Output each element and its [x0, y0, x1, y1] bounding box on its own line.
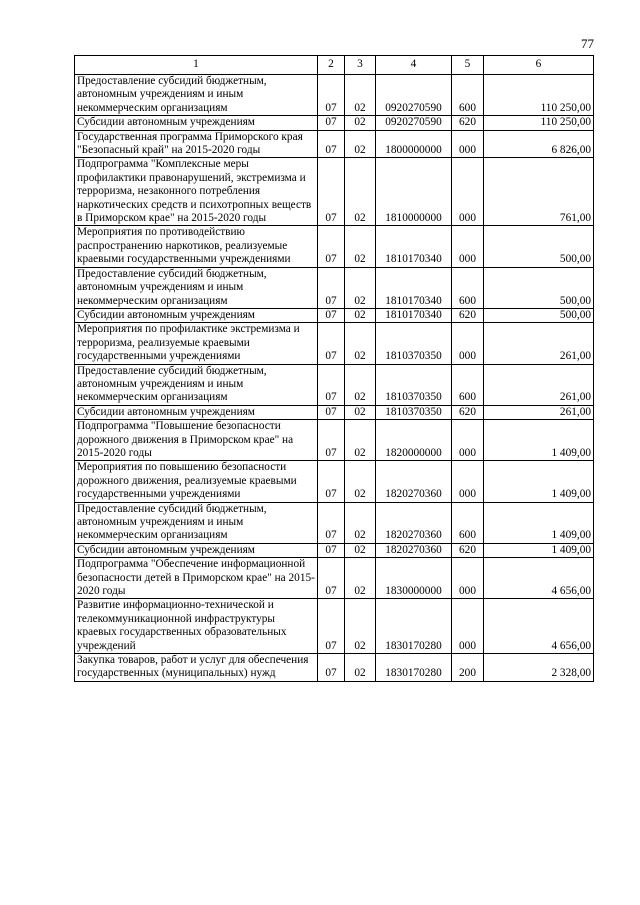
amount-cell: 261,00 — [484, 364, 594, 405]
row-name-cell: Развитие информационно-технической и телекоммуникационной инфраструктуры краевых государственных образовательных учреждений — [75, 599, 318, 654]
table-row — [75, 226, 594, 267]
amount-cell: 4 656,00 — [484, 599, 594, 654]
row-name-cell: Мероприятия по противодействию распространению наркотиков, реализуемые краевыми государственными учреждениями — [75, 226, 318, 267]
row-name-cell: Подпрограмма "Повышение безопасности дорожного движения в Приморском крае" на 2015-2020 годы — [75, 420, 318, 461]
amount-cell: 1 409,00 — [484, 461, 594, 502]
row-name-cell: Предоставление субсидий бюджетным, автономным учреждениям и иным некоммерческим организациям — [75, 75, 318, 116]
table-row — [75, 654, 594, 682]
amount-cell: 761,00 — [484, 158, 594, 226]
section-code-cell: 07 — [318, 543, 345, 557]
section-code-cell: 07 — [318, 267, 345, 308]
target-article-cell: 1820270360 — [376, 543, 452, 557]
amount-cell: 261,00 — [484, 405, 594, 419]
section-code-cell: 07 — [318, 116, 345, 130]
expense-type-cell: 000 — [452, 323, 484, 364]
target-article-cell: 1820000000 — [376, 420, 452, 461]
row-name-cell: Мероприятия по повышению безопасности дорожного движения, реализуемые краевыми государственными учреждениями — [75, 461, 318, 502]
row-name-cell: Предоставление субсидий бюджетным, автономным учреждениям и иным некоммерческим организациям — [75, 502, 318, 543]
page-number: 77 — [581, 36, 594, 51]
table-row — [75, 308, 594, 322]
target-article-cell: 1820270360 — [376, 502, 452, 543]
row-name-cell: Подпрограмма "Комплексные меры профилактики правонарушений, экстремизма и терроризма, незаконного потребления наркотических средств и психотропных веществ в Приморском крае" на 2015-2020 годы — [75, 158, 318, 226]
expense-type-cell: 620 — [452, 405, 484, 419]
table-row — [75, 599, 594, 654]
target-article-cell: 1830170280 — [376, 599, 452, 654]
target-article-cell: 1810370350 — [376, 405, 452, 419]
row-name-cell: Подпрограмма "Обеспечение информационной безопасности детей в Приморском крае" на 2015-2020 годы — [75, 558, 318, 599]
target-article-cell: 1810170340 — [376, 308, 452, 322]
table-row — [75, 543, 594, 557]
column-header: 1 — [75, 56, 318, 75]
expense-type-cell: 620 — [452, 543, 484, 557]
column-header: 6 — [484, 56, 594, 75]
table-row — [75, 405, 594, 419]
table-row — [75, 323, 594, 364]
section-code-cell: 07 — [318, 405, 345, 419]
expense-type-cell: 000 — [452, 599, 484, 654]
section-code-cell: 07 — [318, 654, 345, 682]
table-row — [75, 502, 594, 543]
subsection-code-cell: 02 — [345, 599, 376, 654]
subsection-code-cell: 02 — [345, 558, 376, 599]
subsection-code-cell: 02 — [345, 267, 376, 308]
expense-type-cell: 000 — [452, 130, 484, 158]
target-article-cell: 1810370350 — [376, 364, 452, 405]
target-article-cell: 1820270360 — [376, 461, 452, 502]
table-row — [75, 158, 594, 226]
amount-cell: 1 409,00 — [484, 420, 594, 461]
section-code-cell: 07 — [318, 158, 345, 226]
expense-type-cell: 200 — [452, 654, 484, 682]
amount-cell: 500,00 — [484, 226, 594, 267]
section-code-cell: 07 — [318, 130, 345, 158]
amount-cell: 2 328,00 — [484, 654, 594, 682]
table-row — [75, 558, 594, 599]
table-row — [75, 420, 594, 461]
subsection-code-cell: 02 — [345, 226, 376, 267]
subsection-code-cell: 02 — [345, 364, 376, 405]
table-row — [75, 116, 594, 130]
target-article-cell: 1810000000 — [376, 158, 452, 226]
section-code-cell: 07 — [318, 599, 345, 654]
section-code-cell: 07 — [318, 308, 345, 322]
subsection-code-cell: 02 — [345, 308, 376, 322]
section-code-cell: 07 — [318, 75, 345, 116]
target-article-cell: 1800000000 — [376, 130, 452, 158]
amount-cell: 110 250,00 — [484, 75, 594, 116]
column-header: 2 — [318, 56, 345, 75]
target-article-cell: 1830000000 — [376, 558, 452, 599]
target-article-cell: 0920270590 — [376, 116, 452, 130]
expense-type-cell: 000 — [452, 226, 484, 267]
table-row — [75, 130, 594, 158]
expense-type-cell: 620 — [452, 308, 484, 322]
subsection-code-cell: 02 — [345, 116, 376, 130]
target-article-cell: 1830170280 — [376, 654, 452, 682]
section-code-cell: 07 — [318, 461, 345, 502]
table-row — [75, 364, 594, 405]
column-header: 5 — [452, 56, 484, 75]
expense-type-cell: 000 — [452, 558, 484, 599]
section-code-cell: 07 — [318, 323, 345, 364]
subsection-code-cell: 02 — [345, 158, 376, 226]
amount-cell: 1 409,00 — [484, 543, 594, 557]
row-name-cell: Предоставление субсидий бюджетным, автономным учреждениям и иным некоммерческим организациям — [75, 364, 318, 405]
subsection-code-cell: 02 — [345, 461, 376, 502]
subsection-code-cell: 02 — [345, 323, 376, 364]
column-header: 3 — [345, 56, 376, 75]
subsection-code-cell: 02 — [345, 420, 376, 461]
subsection-code-cell: 02 — [345, 75, 376, 116]
target-article-cell: 0920270590 — [376, 75, 452, 116]
row-name-cell: Субсидии автономным учреждениям — [75, 405, 318, 419]
target-article-cell: 1810370350 — [376, 323, 452, 364]
expense-type-cell: 000 — [452, 420, 484, 461]
column-header: 4 — [376, 56, 452, 75]
subsection-code-cell: 02 — [345, 405, 376, 419]
table-row — [75, 461, 594, 502]
row-name-cell: Субсидии автономным учреждениям — [75, 116, 318, 130]
amount-cell: 4 656,00 — [484, 558, 594, 599]
amount-cell: 6 826,00 — [484, 130, 594, 158]
target-article-cell: 1810170340 — [376, 267, 452, 308]
subsection-code-cell: 02 — [345, 543, 376, 557]
row-name-cell: Субсидии автономным учреждениям — [75, 543, 318, 557]
budget-table — [74, 55, 594, 682]
row-name-cell: Субсидии автономным учреждениям — [75, 308, 318, 322]
subsection-code-cell: 02 — [345, 502, 376, 543]
row-name-cell: Мероприятия по профилактике экстремизма и терроризма, реализуемые краевыми государственными учреждениями — [75, 323, 318, 364]
table-row — [75, 267, 594, 308]
table-body — [75, 75, 594, 682]
expense-type-cell: 000 — [452, 158, 484, 226]
table-header-row — [75, 56, 594, 75]
row-name-cell: Государственная программа Приморского края "Безопасный край" на 2015-2020 годы — [75, 130, 318, 158]
amount-cell: 1 409,00 — [484, 502, 594, 543]
section-code-cell: 07 — [318, 558, 345, 599]
amount-cell: 500,00 — [484, 267, 594, 308]
section-code-cell: 07 — [318, 502, 345, 543]
subsection-code-cell: 02 — [345, 130, 376, 158]
section-code-cell: 07 — [318, 226, 345, 267]
expense-type-cell: 000 — [452, 461, 484, 502]
expense-type-cell: 620 — [452, 116, 484, 130]
row-name-cell: Предоставление субсидий бюджетным, автономным учреждениям и иным некоммерческим организациям — [75, 267, 318, 308]
section-code-cell: 07 — [318, 420, 345, 461]
amount-cell: 500,00 — [484, 308, 594, 322]
expense-type-cell: 600 — [452, 502, 484, 543]
subsection-code-cell: 02 — [345, 654, 376, 682]
expense-type-cell: 600 — [452, 364, 484, 405]
expense-type-cell: 600 — [452, 267, 484, 308]
target-article-cell: 1810170340 — [376, 226, 452, 267]
amount-cell: 110 250,00 — [484, 116, 594, 130]
amount-cell: 261,00 — [484, 323, 594, 364]
row-name-cell: Закупка товаров, работ и услуг для обеспечения государственных (муниципальных) нужд — [75, 654, 318, 682]
expense-type-cell: 600 — [452, 75, 484, 116]
section-code-cell: 07 — [318, 364, 345, 405]
table-row — [75, 75, 594, 116]
